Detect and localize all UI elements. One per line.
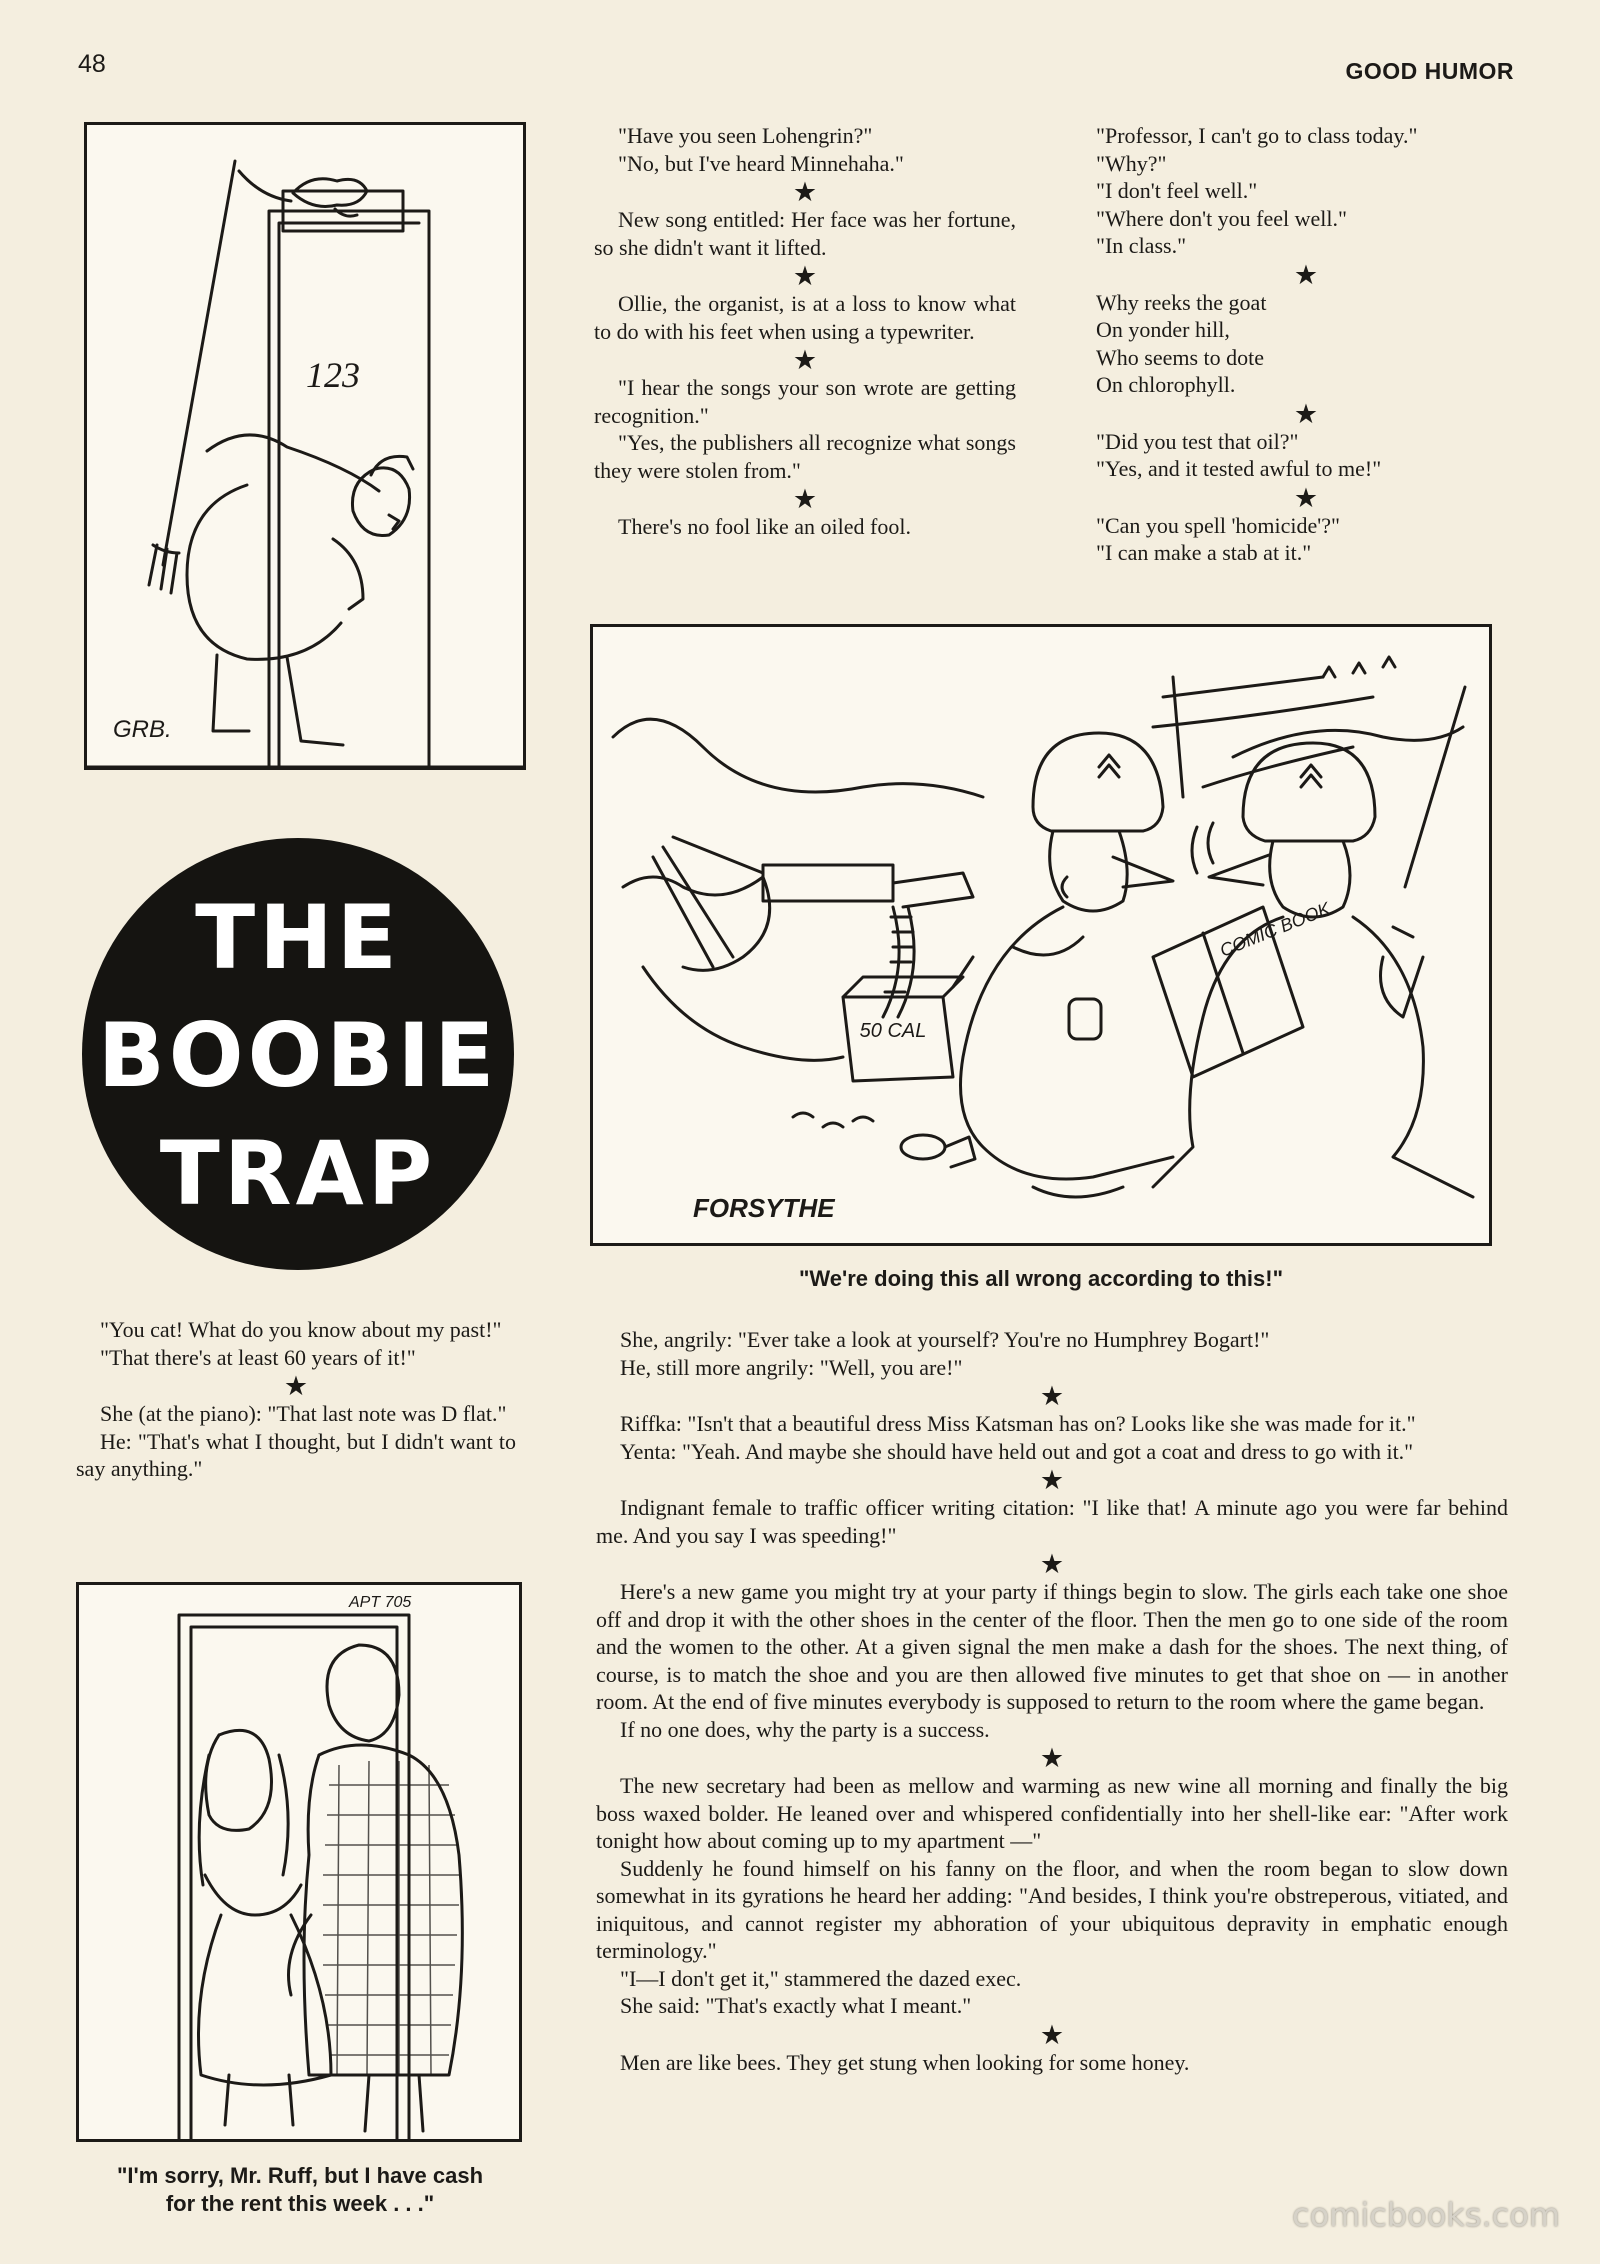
watermark: comicbooks.com <box>1291 2196 1560 2234</box>
star-divider: ★ <box>1293 482 1319 513</box>
joke-line: "Can you spell 'homicide'?" <box>1096 512 1341 538</box>
star-divider: ★ <box>1039 1381 1065 1411</box>
joke-line: "Have you seen Lohengrin?" <box>618 123 873 148</box>
cartoon-top-left-drawing <box>87 125 523 767</box>
joke-line: Ollie, the organist, is at a loss to know what to do with his feet when using a typewriter. <box>594 291 1016 344</box>
cartoon-soldiers <box>590 624 1492 1246</box>
joke-line: She said: "That's exactly what I meant." <box>620 1993 972 2018</box>
ammo-box-label: 50 CAL <box>859 1020 927 1042</box>
cartoon-top-left <box>84 122 526 770</box>
joke-line: Yenta: "Yeah. And maybe she should have held out and got a coat and dress to go with it." <box>620 1438 1414 1464</box>
joke-line: "Professor, I can't go to class today." <box>1096 123 1418 148</box>
jokes-right-column <box>1096 122 1516 567</box>
joke-line: He, still more angrily: "Well, you are!" <box>620 1354 963 1380</box>
joke-line: "In class." <box>1096 233 1187 258</box>
joke-line: He: "That's what I thought, but I didn't want to say anything." <box>76 1428 516 1481</box>
magazine-title: GOOD HUMOR <box>1345 58 1514 84</box>
door-number: 123 <box>306 355 360 395</box>
joke-line: Indignant female to traffic officer writing citation: "I like that! A minute ago you were far behind me. And you say I was speeding!" <box>596 1495 1508 1548</box>
joke-line: "I can make a stab at it." <box>1096 540 1312 565</box>
jokes-bottom-column <box>596 1326 1508 2076</box>
joke-line: New song entitled: Her face was her fortune, so she didn't want it lifted. <box>594 207 1016 260</box>
joke-line: "Did you test that oil?" <box>1096 428 1299 454</box>
star-divider: ★ <box>1293 259 1319 290</box>
joke-line: Men are like bees. They get stung when looking for some honey. <box>620 2049 1190 2075</box>
joke-line: "I—I don't get it," stammered the dazed exec. <box>620 1965 1022 1991</box>
star-divider: ★ <box>792 484 818 514</box>
joke-line: "Yes, the publishers all recognize what songs they were stolen from." <box>594 430 1016 483</box>
joke-line: "I don't feel well." <box>1096 178 1258 203</box>
poem-line: Why reeks the goat <box>1096 289 1267 315</box>
cartoon-bottom-left <box>76 1582 522 2142</box>
cartoon-soldiers-signature: FORSYTHE <box>693 1193 835 1223</box>
caption-line: for the rent this week . . ." <box>165 2191 435 2216</box>
star-divider: ★ <box>1293 398 1319 429</box>
joke-line: The new secretary had been as mellow and warming as new wine all morning and finally the big boss waxed bolder. He leaned over and whispered confidentially into her shell-like ear: "After work tonight how about coming up to my apartment —" <box>596 1773 1508 1853</box>
star-divider: ★ <box>1039 2019 1065 2050</box>
joke-line: Riffka: "Isn't that a beautiful dress Miss Katsman has on? Looks like she was made for it." <box>620 1411 1416 1436</box>
joke-line: If no one does, why the party is a success. <box>620 1716 990 1742</box>
caption-line: "I'm sorry, Mr. Ruff, but I have cash <box>116 2163 484 2188</box>
joke-line: "Why?" <box>1096 150 1167 176</box>
star-divider: ★ <box>1039 1465 1065 1495</box>
boobie-trap-logo <box>82 838 514 1270</box>
cartoon-top-left-signature: GRB. <box>113 716 172 743</box>
joke-line: Suddenly he found himself on his fanny on the floor, and when the room began to slow down somewhat in its gyrations he heard her adding: "And besides, I think you're obstreperous, vitiated, and iniquitous, and cannot register my abhoration of your ubiquitous depravity in emphatic enough terminology." <box>596 1855 1508 1963</box>
joke-line: "That there's at least 60 years of it!" <box>100 1344 416 1370</box>
star-divider: ★ <box>1039 1549 1065 1579</box>
cartoon-bottom-left-caption <box>60 2162 540 2218</box>
comic-book-label: COMIC BOOK <box>1217 898 1333 961</box>
joke-line: "Where don't you feel well." <box>1096 205 1348 231</box>
boobie-trap-line3: TRAP <box>159 1122 437 1225</box>
star-divider: ★ <box>792 177 818 207</box>
cartoon-soldiers-drawing <box>593 627 1489 1243</box>
poem-line: On chlorophyll. <box>1096 372 1236 397</box>
boobie-trap-line2: BOOBIE <box>97 1004 499 1107</box>
cartoon-soldiers-caption: "We're doing this all wrong according to this!" <box>798 1266 1284 1291</box>
joke-line: "Yes, and it tested awful to me!" <box>1096 456 1382 481</box>
joke-line: Here's a new game you might try at your party if things begin to slow. The girls each take one shoe off and drop it with the other shoes in the center of the floor. Then the men go to one side of the room and the women to the other. At a given signal the men make a dash for the shoes. The next thing, of course, is to match the shoe and you are then allowed five minutes to get that shoe on — in another room. At the end of five minutes everybody is supposed to return to the room where the game began. <box>596 1579 1508 1714</box>
joke-line: "You cat! What do you know about my past!" <box>100 1317 502 1342</box>
cartoon-bottom-left-drawing <box>79 1585 519 2139</box>
boobie-trap-line1: THE <box>195 886 401 989</box>
joke-line: She, angrily: "Ever take a look at yourself? You're no Humphrey Bogart!" <box>620 1327 1270 1352</box>
joke-line: "I hear the songs your son wrote are getting recognition." <box>594 375 1016 428</box>
joke-line: There's no fool like an oiled fool. <box>618 514 911 539</box>
star-divider: ★ <box>792 261 818 291</box>
joke-line: She (at the piano): "That last note was D flat." <box>100 1401 507 1426</box>
jokes-middle-column <box>594 122 1016 541</box>
star-divider: ★ <box>1039 1743 1065 1773</box>
joke-line: "No, but I've heard Minnehaha." <box>618 150 904 176</box>
poem-line: On yonder hill, <box>1096 317 1230 342</box>
star-divider: ★ <box>792 345 818 375</box>
star-divider: ★ <box>283 1371 309 1401</box>
poem-line: Who seems to dote <box>1096 344 1265 370</box>
apartment-label: APT 705 <box>349 1594 412 1611</box>
page-number: 48 <box>78 50 106 78</box>
jokes-left-column <box>76 1316 516 1483</box>
